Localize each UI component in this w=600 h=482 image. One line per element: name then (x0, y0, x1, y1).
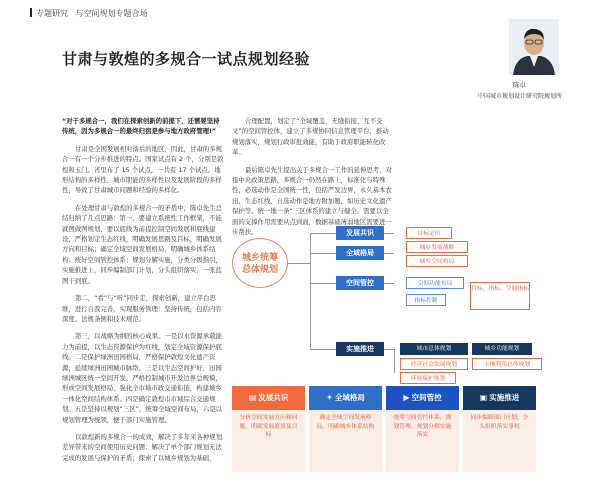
play-icon: ▶ (403, 393, 410, 402)
card-body: 统筹空间管控体系，规划管理，规划分解实施落实 (393, 415, 452, 439)
card-header (463, 386, 536, 410)
connector (384, 233, 394, 234)
connector (310, 233, 311, 349)
author-name: 陈卓 (513, 81, 526, 89)
document-icon: ▤ (248, 393, 257, 402)
node-land-use: 土地利用总体规划 (472, 358, 542, 370)
node-spatial-pattern: 城乡空间格局 (406, 255, 468, 267)
connector (394, 349, 395, 373)
stage-consensus: 发展共识 (336, 226, 384, 240)
connector (384, 349, 394, 350)
header-subtitle: 与空间规划专题合场 (75, 9, 148, 18)
card-implementation (463, 386, 536, 472)
header-bar (30, 8, 32, 17)
node-index-control: 指标控制 (406, 294, 446, 306)
card-title: 空间管控 (411, 393, 442, 402)
connector (288, 263, 310, 264)
paragraph: 甘肃是全国发展相对落后的地区，因此，甘肃的多规合一有一个分步推进的特点。国家试点有 2 个，分别是敦煌和玉门。省里布了 15 个试点，一共有 17 个试点。地形结构的多样性、城市职能的多样性以及发展阶段的多样性，导致了甘肃城市问题和经验的多样化。 (62, 144, 224, 195)
card-consensus (232, 386, 305, 472)
card-header (386, 386, 459, 410)
stage-pattern: 全域格局 (336, 246, 384, 260)
page-header (30, 8, 148, 19)
card-pattern (309, 386, 382, 472)
connector (384, 253, 394, 254)
paragraph: 第二，“看”与“听”同步走，探索创新，建立平台思维，进行自我完善，实现服务管理：坚持传统，包括内容深度、法规条例和技术规范。 (62, 294, 222, 323)
stage-implementation: 实施推进 (336, 342, 384, 356)
paragraph: 最后陈卓先生提出关于多规合一工作的延伸思考，对接中央政策思路，多规合一仍然在路上，标准化与特殊性，必选动作是全国统一性，包括严发边界，永久基本农田、生态红线，自选动作是地方附加题，如历史文化遗产保护等。统一地一条“三区体系的建立与健全，需要以全面的支撑作用需要从点到面，数据基础薄弱地区需要进一步帮扶。 (232, 165, 392, 237)
node-goal: 目标定位 (406, 227, 452, 239)
connector (310, 253, 336, 254)
center-label: 城乡统筹 总体规划 (241, 253, 278, 275)
card-title: 实施推进 (489, 393, 520, 402)
paragraph: 以敦煌新的多规合一的成效，解决了多年来各种规划差异带来的空间使用历史问题：解决了单个部门规划无法完成的发展与保护的矛盾；探索了以城乡规划为基础， (62, 432, 222, 462)
author-org: 中国城市规划设计研究院规划所 (478, 93, 563, 100)
paragraph: 第三，以战略为纲的核心成果。一是以水资源承载能力为前提，以生态资源保护为红线，划定全域资源保护底线。二是保护绿洲田园格局，严格保护敦煌文化遗产资源，延续绿洲田园城市脉络。三是以生态空间护好，田园绿洲城区统一空间开发，严格控制城市开发边界总规模，形成空间发展格局，强化全市域市政交通衔接，构建城乡一体化空间结构体系。四是确定敦煌市市域综合交通规划。五是坚持以规划“三区”，统筹全域空间布局，六是以规划管理为统领，便于部门实施管理。 (62, 332, 222, 424)
header-section: 专题研究 (36, 9, 68, 18)
card-header (309, 386, 382, 410)
connector (310, 283, 336, 284)
node-function-plan: 城乡功能规划 (472, 343, 532, 355)
node-strategy: 城乡发展战略 (406, 241, 468, 253)
card-title: 发展共识 (258, 393, 289, 402)
card-body: 分析空间发展方向和问题，明确发展愿景及目标 (239, 415, 298, 439)
paragraph: 在处理甘肃与敦煌的多规合一的矛盾中，陈卓先生总结归纳了几点思路：第一，要建立系统性工作框架，不能就图做图规划，要以底线为前提控制空间发展和底线建设，严格划定生态红线，明确发展思路及目标，明确发展方向和目标；确定全域空间发展格局，明确城乡体系结构；统好空间管控体系；规划分解实施，分类分级指引，实施推进上，同步编制部门计划，分头组织落实，一张蓝图干到底。 (62, 203, 222, 285)
card-body: 同步编制部门计划，分头组织落实事权 (470, 415, 529, 430)
connector (384, 283, 394, 284)
node-function-layout: 空间功能布局 (406, 277, 464, 289)
stage-control: 空间管控 (336, 276, 384, 290)
article-title: 甘肃与敦煌的多规合一试点规划经验 (62, 50, 311, 68)
connector (310, 349, 336, 350)
node-socio-economic: 经济社会发展规划 (400, 358, 468, 370)
node-urban-master-plan: 城市总体规划 (400, 343, 468, 355)
network-icon: ✦ (326, 393, 333, 402)
center-oval (232, 238, 288, 288)
checklist-icon: ▣ (479, 393, 488, 402)
text-column-left (62, 116, 224, 470)
connector (310, 233, 336, 234)
lead-quote: “对于多规合一，我们在探索创新的前提下，还需要坚持传统，因为多规合一的最终归宿是参与地方政府管理!” (62, 117, 220, 136)
paragraph: 合理配置，划定了“全域覆盖，无缝衔接，互不交叉”的空间管控体，建立了多规协同信息管理平台，推动规划落实，规划行政审批效能，有助于政府职能转化改革。 (232, 117, 389, 157)
card-title: 全域格局 (334, 393, 365, 402)
node-targets: 目标、指标、空间指标 (470, 282, 530, 310)
card-header (232, 386, 305, 410)
card-body: 确定全域空间发展格局，明确城乡体系结构 (316, 415, 375, 430)
node-environment: 环境保护规划 (400, 372, 456, 384)
card-control (386, 386, 459, 472)
author-photo (509, 19, 559, 75)
